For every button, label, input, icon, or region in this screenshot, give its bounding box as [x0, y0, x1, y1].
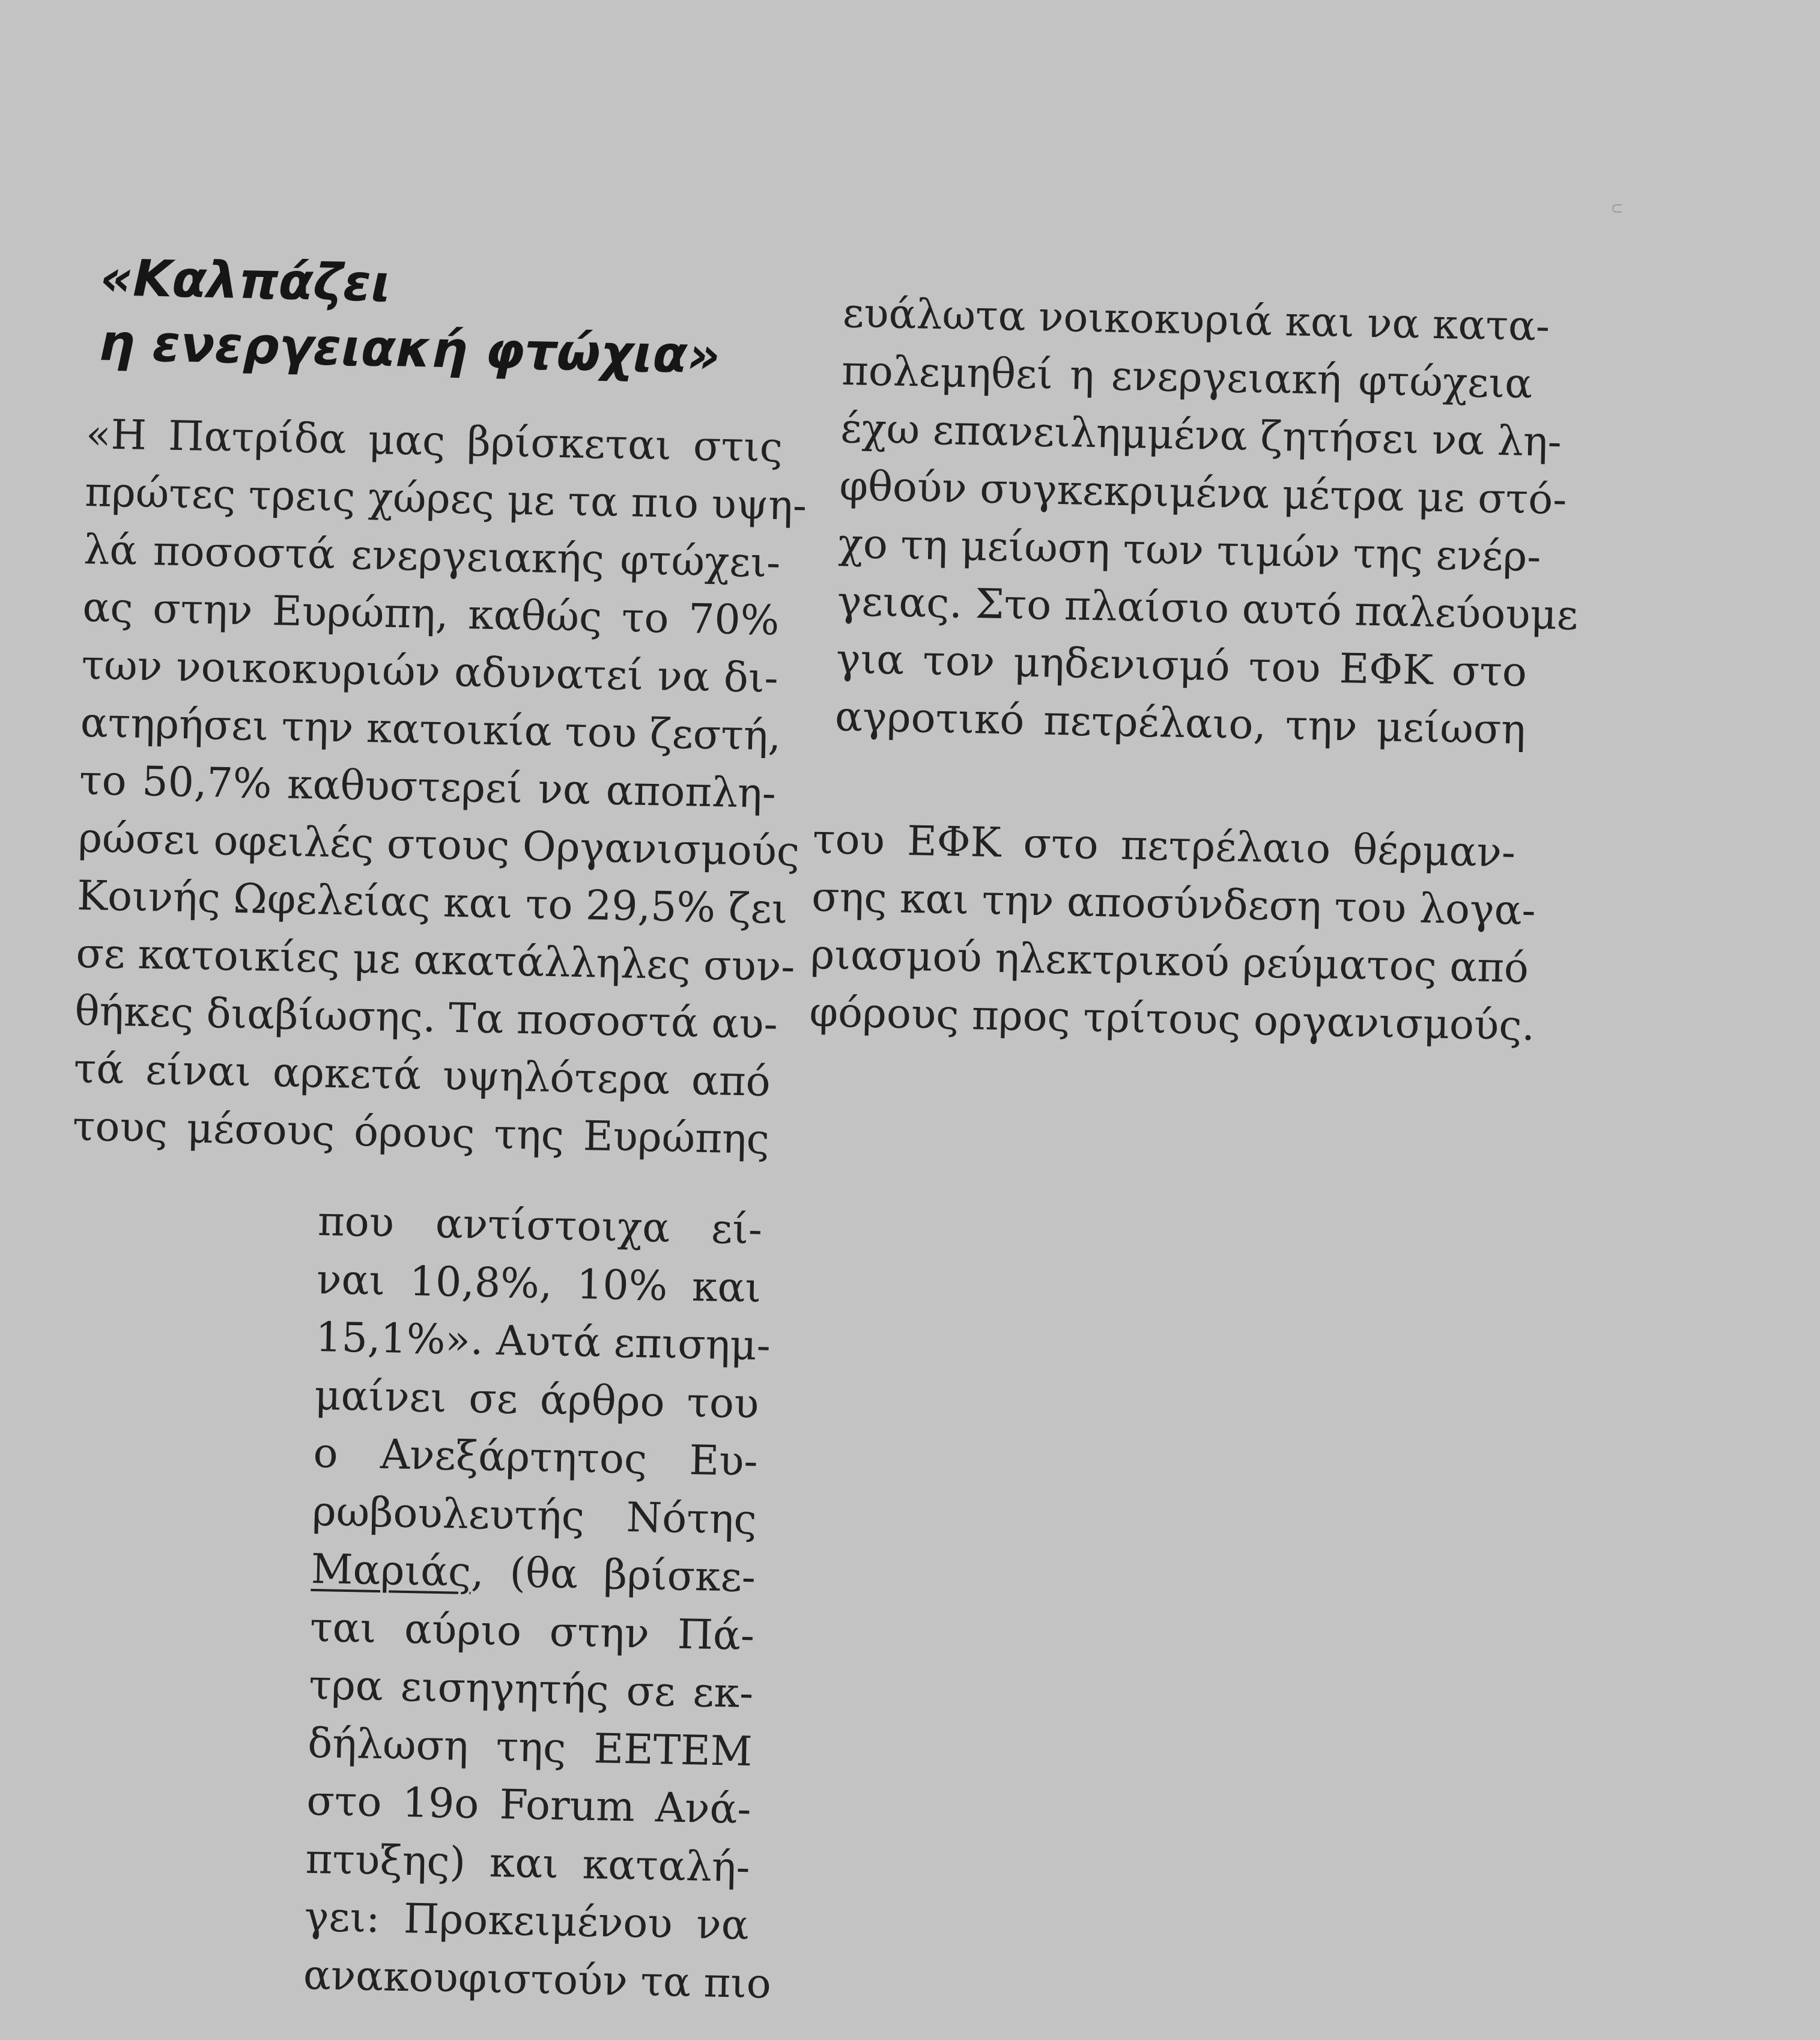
- left-column-bottom: [303, 1193, 772, 2013]
- text-line: ρωβουλευτής Νότης: [312, 1487, 757, 1544]
- text-line: ευάλωτα νοικοκυριά και να κατα-: [842, 289, 1550, 351]
- text-line: γει: Προκειμένου να: [304, 1893, 750, 1949]
- text-line: σε κατοικίες με ακατάλληλες συν-: [75, 929, 795, 991]
- text-line: ται αύριο στην Πά-: [309, 1603, 755, 1660]
- text-line: χο τη μείωση των τιμών της ενέρ-: [837, 520, 1542, 581]
- text-line: 15,1%». Αυτά επισημ-: [315, 1313, 771, 1370]
- text-line: σης και την αποσύνδεση του λογα-: [811, 873, 1536, 935]
- scan-speck: [1612, 204, 1622, 213]
- text-line: «Η Πατρίδα μας βρίσκεται στις: [85, 410, 783, 472]
- text-line: αγροτικό πετρέλαιο, την μείωση: [834, 693, 1526, 754]
- text-line: τρα εισηγητής σε εκ-: [308, 1661, 754, 1718]
- text-line: γειας. Στο πλαίσιο αυτό παλεύουμε: [837, 577, 1579, 640]
- text-line: φθούν συγκεκριμένα μέτρα με στό-: [839, 462, 1567, 524]
- text-line: ας στην Ευρώπη, καθώς το 70%: [82, 583, 780, 645]
- text-line: τά είναι αρκετά υψηλότερα από: [73, 1045, 771, 1107]
- headline-line-1: «Καλπάζει: [99, 247, 392, 314]
- headline-line-2: η ενεργειακή φτώχια»: [98, 312, 721, 385]
- text-line: πτυξης) και καταλή-: [305, 1835, 751, 1892]
- text-line: πολεμηθεί η ενεργειακή φτώχεια: [841, 347, 1533, 408]
- right-column-bottom: [808, 811, 1536, 1055]
- text-line: στο 19ο Forum Ανά-: [306, 1777, 752, 1834]
- text-line: Κοινής Ωφελείας και το 29,5% ζει: [76, 872, 789, 933]
- left-column-top: [72, 406, 807, 1169]
- article-headline: [98, 245, 821, 390]
- text-line: τους μέσους όρους της Ευρώπης: [72, 1102, 770, 1164]
- text-line: για τον μηδενισμό του ΕΦΚ στο: [836, 635, 1527, 696]
- text-line-underlined-name: Μαριάς, (θα βρίσκε-: [311, 1545, 756, 1602]
- text-line: ρώσει οφειλές στους Οργανισμούς: [77, 814, 800, 876]
- text-line: ατηρήσει την κατοικία του ζεστή,: [80, 699, 781, 760]
- underlined-name: Μαριάς: [311, 1545, 472, 1596]
- text-line: πρώτες τρεις χώρες με τα πιο υψη-: [84, 468, 807, 530]
- text-line: που αντίστοιχα εί-: [317, 1197, 763, 1254]
- text-line: έχω επανειλημμένα ζητήσει να λη-: [840, 404, 1562, 466]
- text-line: το 50,7% καθυστερεί να αποπλη-: [79, 756, 777, 818]
- right-column-top: [834, 285, 1579, 759]
- text-line: φόρους προς τρίτους οργανισμούς.: [808, 988, 1535, 1051]
- text-line: ο Ανεξάρτητος Ευ-: [312, 1429, 759, 1486]
- text-line: ριασμού ηλεκτρικού ρεύματος από: [810, 930, 1529, 992]
- text-line: ανακουφιστούν τα πιο: [303, 1951, 772, 2008]
- text-line: μαίνει σε άρθρο του: [314, 1371, 760, 1428]
- text-line: του ΕΦΚ στο πετρέλαιο θέρμαν-: [812, 815, 1516, 877]
- text-line: θήκες διαβίωσης. Τα ποσοστά αυ-: [74, 987, 778, 1049]
- text-line: λά ποσοστά ενεργειακής φτώχει-: [83, 526, 781, 587]
- text-line: δήλωση της ΕΕΤΕΜ: [307, 1719, 753, 1776]
- text-line: των νοικοκυριών αδυνατεί να δι-: [80, 641, 779, 703]
- text-line: ναι 10,8%, 10% και: [316, 1255, 762, 1312]
